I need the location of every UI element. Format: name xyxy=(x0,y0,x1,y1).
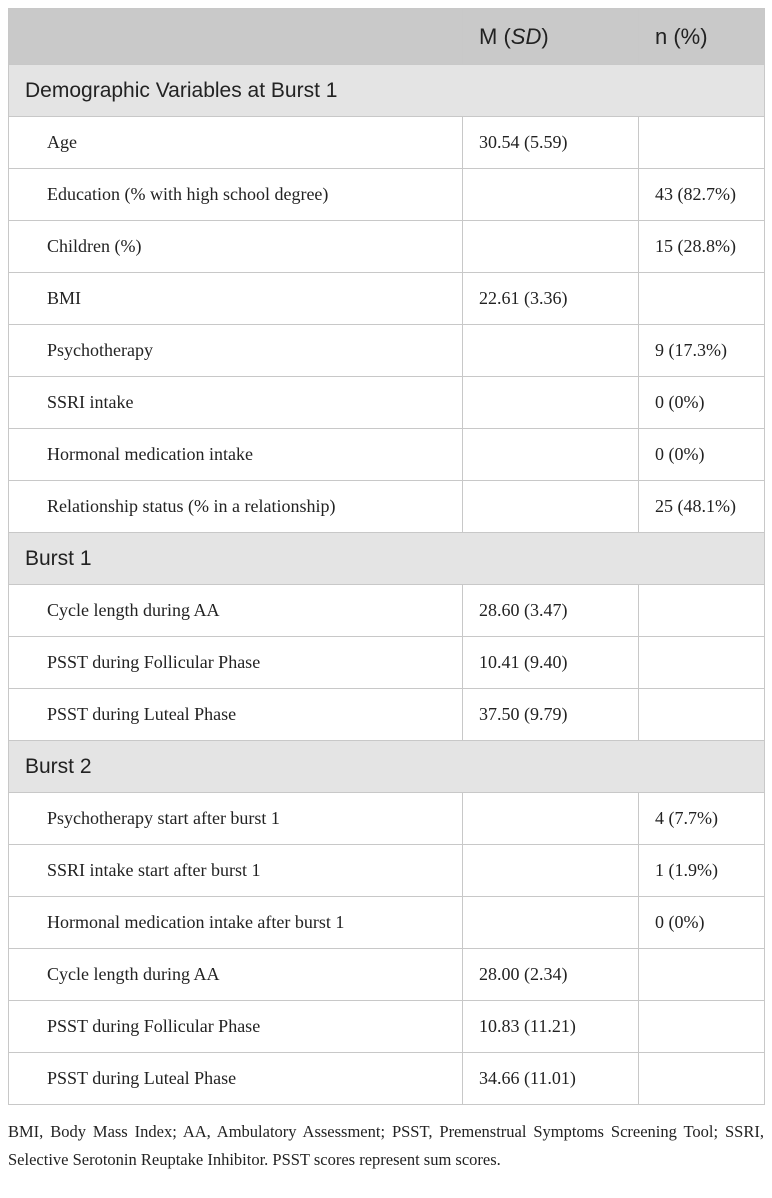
row-label: Psychotherapy xyxy=(9,325,463,377)
demographics-table xyxy=(8,8,765,1105)
row-n-pct: 1 (1.9%) xyxy=(639,845,765,897)
row-label: Age xyxy=(9,117,463,169)
row-label: PSST during Follicular Phase xyxy=(9,637,463,689)
header-mean-sd-italic: SD xyxy=(510,23,542,49)
table-row xyxy=(9,585,765,637)
header-variable xyxy=(9,9,463,65)
table-footnote: BMI, Body Mass Index; AA, Ambulatory Assessment; PSST, Premenstrual Symptoms Screening Tool; SSRI, Selective Serotonin Reuptake Inhibitor. PSST scores represent sum scores. xyxy=(8,1122,764,1169)
row-m-sd xyxy=(463,221,639,273)
table-row xyxy=(9,949,765,1001)
section-row xyxy=(9,65,765,117)
row-m-sd: 37.50 (9.79) xyxy=(463,689,639,741)
row-label: Relationship status (% in a relationship) xyxy=(9,481,463,533)
table-row xyxy=(9,1001,765,1053)
table-row xyxy=(9,273,765,325)
row-n-pct: 0 (0%) xyxy=(639,897,765,949)
row-label: PSST during Luteal Phase xyxy=(9,1053,463,1105)
row-m-sd: 30.54 (5.59) xyxy=(463,117,639,169)
table-row xyxy=(9,637,765,689)
header-mean-sd-suffix: ) xyxy=(541,23,549,49)
row-m-sd xyxy=(463,377,639,429)
table-header-row xyxy=(9,9,765,65)
row-n-pct xyxy=(639,637,765,689)
row-n-pct: 0 (0%) xyxy=(639,377,765,429)
row-label: Children (%) xyxy=(9,221,463,273)
section-title: Demographic Variables at Burst 1 xyxy=(9,65,765,117)
table-container xyxy=(8,8,764,1105)
row-m-sd xyxy=(463,169,639,221)
row-m-sd: 10.41 (9.40) xyxy=(463,637,639,689)
row-label: Hormonal medication intake after burst 1 xyxy=(9,897,463,949)
row-m-sd: 22.61 (3.36) xyxy=(463,273,639,325)
table-row xyxy=(9,117,765,169)
section-title: Burst 1 xyxy=(9,533,765,585)
row-n-pct: 43 (82.7%) xyxy=(639,169,765,221)
row-n-pct: 4 (7.7%) xyxy=(639,793,765,845)
table-row xyxy=(9,689,765,741)
header-mean-sd xyxy=(463,9,639,65)
row-m-sd xyxy=(463,429,639,481)
section-row xyxy=(9,741,765,793)
table-row xyxy=(9,793,765,845)
header-n-percent: n (%) xyxy=(639,9,765,65)
row-n-pct xyxy=(639,1053,765,1105)
table-body xyxy=(9,65,765,1105)
header-mean-sd-prefix: M ( xyxy=(479,23,511,49)
row-n-pct xyxy=(639,117,765,169)
row-label: SSRI intake start after burst 1 xyxy=(9,845,463,897)
table-row xyxy=(9,429,765,481)
row-n-pct xyxy=(639,689,765,741)
table-row xyxy=(9,325,765,377)
row-m-sd: 28.60 (3.47) xyxy=(463,585,639,637)
row-label: PSST during Luteal Phase xyxy=(9,689,463,741)
row-n-pct: 15 (28.8%) xyxy=(639,221,765,273)
table-row xyxy=(9,481,765,533)
row-label: SSRI intake xyxy=(9,377,463,429)
table-row xyxy=(9,897,765,949)
row-m-sd xyxy=(463,325,639,377)
section-title: Burst 2 xyxy=(9,741,765,793)
row-m-sd xyxy=(463,897,639,949)
row-label: BMI xyxy=(9,273,463,325)
row-label: Cycle length during AA xyxy=(9,585,463,637)
row-m-sd xyxy=(463,481,639,533)
row-n-pct: 0 (0%) xyxy=(639,429,765,481)
row-label: Cycle length during AA xyxy=(9,949,463,1001)
section-row xyxy=(9,533,765,585)
row-label: Education (% with high school degree) xyxy=(9,169,463,221)
row-m-sd: 34.66 (11.01) xyxy=(463,1053,639,1105)
row-n-pct xyxy=(639,949,765,1001)
table-row xyxy=(9,169,765,221)
row-n-pct: 25 (48.1%) xyxy=(639,481,765,533)
row-m-sd xyxy=(463,793,639,845)
row-n-pct xyxy=(639,585,765,637)
table-row xyxy=(9,1053,765,1105)
row-m-sd xyxy=(463,845,639,897)
row-m-sd: 10.83 (11.21) xyxy=(463,1001,639,1053)
table-row xyxy=(9,221,765,273)
row-n-pct xyxy=(639,273,765,325)
row-n-pct xyxy=(639,1001,765,1053)
table-row xyxy=(9,377,765,429)
row-m-sd: 28.00 (2.34) xyxy=(463,949,639,1001)
row-label: Psychotherapy start after burst 1 xyxy=(9,793,463,845)
row-n-pct: 9 (17.3%) xyxy=(639,325,765,377)
row-label: Hormonal medication intake xyxy=(9,429,463,481)
table-row xyxy=(9,845,765,897)
row-label: PSST during Follicular Phase xyxy=(9,1001,463,1053)
